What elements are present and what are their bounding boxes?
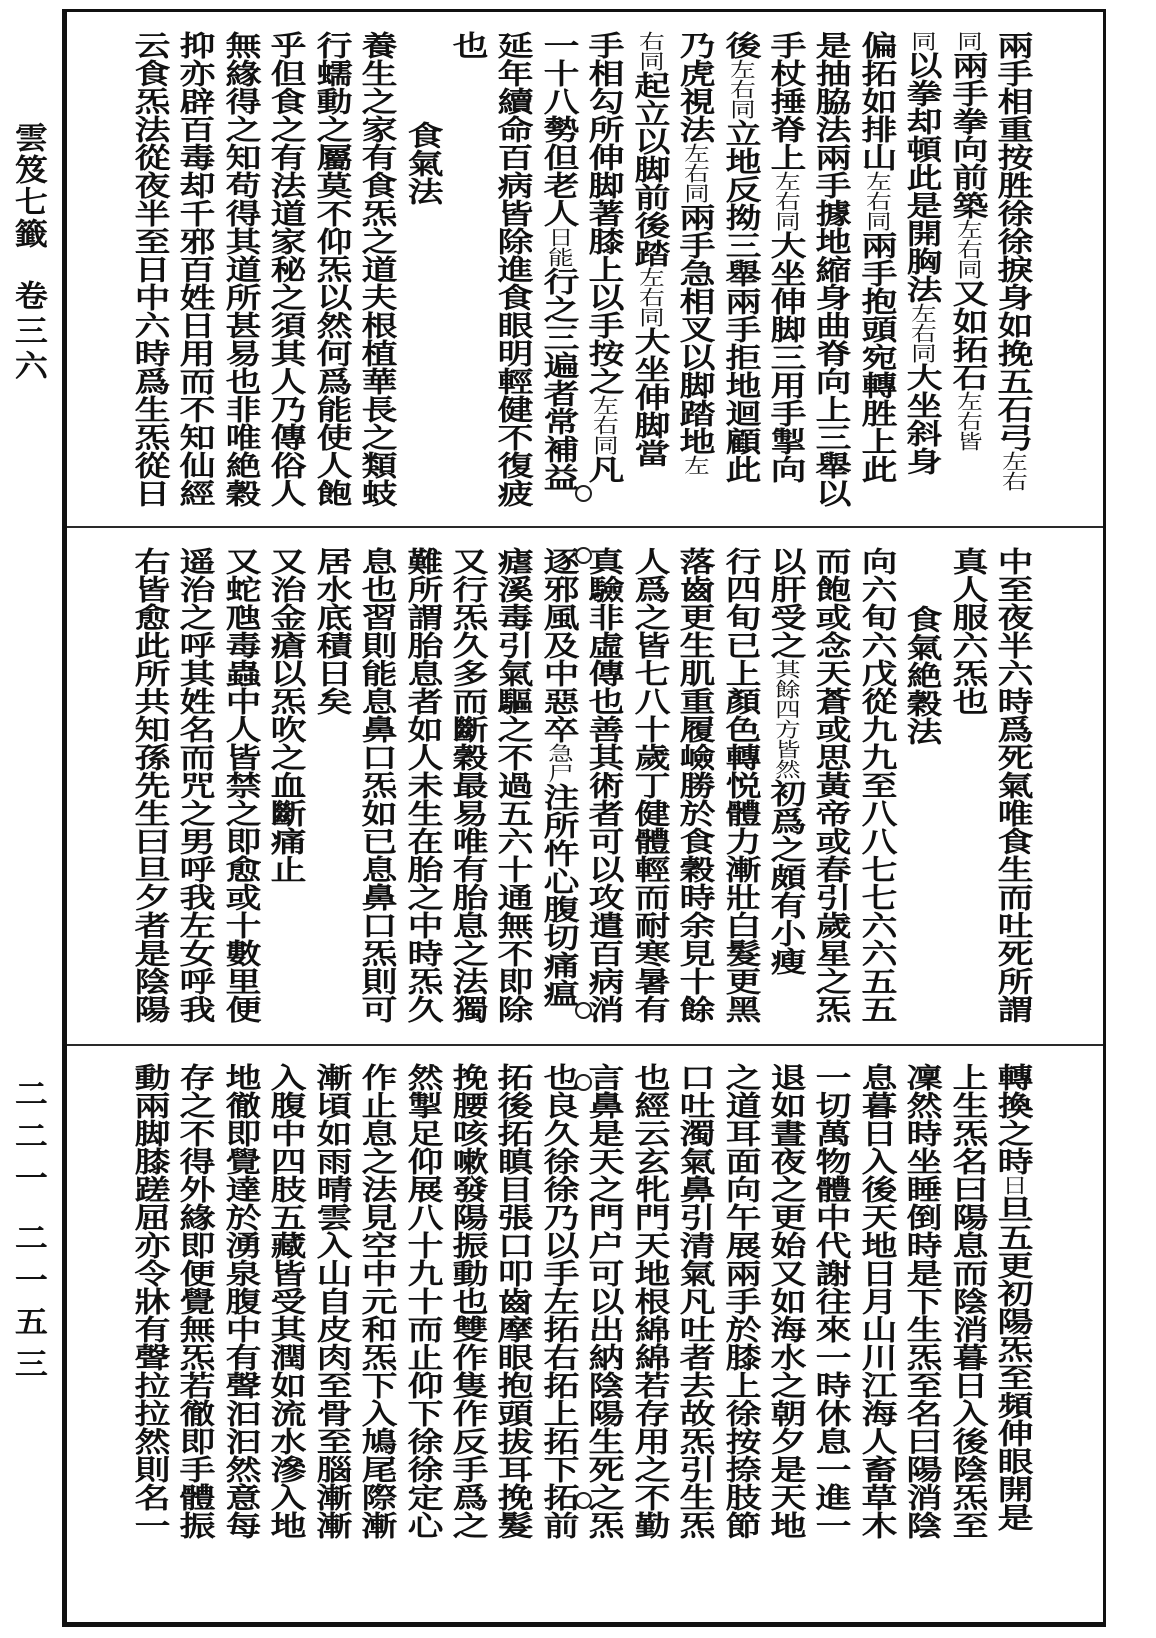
body-text: 一十八勢但老人 bbox=[538, 31, 581, 227]
middle-register bbox=[0, 547, 1156, 1037]
text-column bbox=[122, 31, 178, 521]
body-text: 而飽或念天蒼或思黃帝或春引歲星之炁 bbox=[810, 547, 854, 1023]
body-text: 凡 bbox=[583, 455, 626, 483]
body-text: 上生炁名曰陽息而陰消暮日入後陰炁至 bbox=[947, 1063, 990, 1539]
body-text: 也經云玄牝門天地根綿綿若存用之不勤 bbox=[629, 1063, 672, 1539]
body-text: 手相勾所伸脚著膝上以手按之 bbox=[583, 31, 626, 395]
body-text: 動兩脚膝蹉屈亦令牀有聲拉拉然則名一 bbox=[129, 1063, 172, 1539]
text-column bbox=[122, 1063, 178, 1553]
body-text: 向六旬六戊從九九至八八七七六六五五 bbox=[856, 547, 899, 1023]
body-text: 也 bbox=[447, 31, 490, 59]
body-text: 地徹即覺達於湧泉腹中有聲汩汩然意每 bbox=[220, 1063, 263, 1539]
body-text: 食氣絶穀法 bbox=[901, 605, 944, 745]
body-text: 偏拓如排山 bbox=[856, 31, 899, 171]
body-text: 言鼻是天之門户可以出納陰陽生死之炁 bbox=[583, 1063, 626, 1539]
body-text: 人爲之皆七八十歲丁健體輕而耐寒暑有 bbox=[629, 547, 672, 1023]
bottom-register bbox=[0, 1063, 1156, 1553]
body-text: 又如拓石 bbox=[947, 279, 990, 391]
body-text: 又行炁久多而斷穀最易唯有胎息之法獨 bbox=[447, 547, 490, 1023]
body-text: 入腹中四肢五藏皆受其潤如流水滲入地 bbox=[265, 1063, 309, 1539]
body-text: 兩手急相叉以脚踏地 bbox=[674, 203, 717, 455]
juan-number: 卷三六 bbox=[8, 280, 47, 385]
circle-mark bbox=[575, 485, 592, 502]
annotation-text: 左右皆 bbox=[952, 391, 983, 451]
body-text: 後 bbox=[720, 31, 763, 59]
annotation-text: 右同 bbox=[634, 31, 665, 71]
body-text: 退如晝夜之更始又如海水之朝夕是天地 bbox=[765, 1063, 808, 1539]
body-text: 口吐濁氣鼻引清氣凡吐者去故炁引生炁 bbox=[674, 1063, 717, 1539]
body-text: 轉換之時 bbox=[992, 1063, 1035, 1175]
annotation-text: 同 bbox=[952, 31, 983, 51]
register-divider bbox=[67, 1044, 1103, 1046]
annotation-text: 日能 bbox=[543, 227, 575, 267]
body-text: 行之三遍者常補益 bbox=[538, 267, 581, 491]
body-text: 居水底積日矣 bbox=[311, 547, 354, 715]
body-text: 乃虎視法 bbox=[674, 31, 717, 143]
body-text: 也良久徐徐乃以手左拓右拓上拓下拓前 bbox=[538, 1063, 581, 1539]
body-text: 云食炁法從夜半至日中六時爲生炁從日 bbox=[129, 31, 172, 507]
annotation-text: 左右同 bbox=[906, 303, 938, 363]
body-text: 注所忤心腹切痛瘟 bbox=[538, 783, 581, 1007]
circle-mark bbox=[575, 547, 592, 564]
body-text: 立地反拗三舉兩手拒地迴顧此 bbox=[720, 119, 763, 483]
body-text: 抑亦辟百毒却千邪百姓日用而不知仙經 bbox=[174, 31, 218, 507]
annotation-text: 左右同 bbox=[952, 219, 983, 279]
body-text: 瘧溪毒引氣驅之不過五六十通無不即除 bbox=[492, 547, 536, 1023]
annotation-text: 其餘四方皆然 bbox=[770, 659, 802, 779]
body-text: 挽腰咳嗽發陽振動也雙作隻作反手爲之 bbox=[447, 1063, 490, 1539]
annotation-text: 日 bbox=[997, 1175, 1029, 1195]
body-text: 然掣足仰展八十九十而止仰下徐徐定心 bbox=[402, 1063, 445, 1539]
body-text: 真人服六炁也 bbox=[947, 547, 990, 715]
annotation-text: 左右同 bbox=[861, 171, 893, 231]
body-text: 難所謂胎息者如人未生在胎之中時炁久 bbox=[402, 547, 445, 1023]
volume-mark: 二二一 bbox=[8, 1078, 47, 1204]
book-title: 雲笈七籤 bbox=[8, 122, 47, 250]
annotation-text: 左右同 bbox=[588, 395, 620, 455]
top-register bbox=[0, 31, 1156, 521]
body-text: 是抽脇法兩手據地縮身曲脊向上三舉以 bbox=[810, 31, 854, 507]
body-text: 息暮日入後天地日月山川江海人畜草木 bbox=[856, 1063, 899, 1539]
body-text: 初爲之頗有小瘦 bbox=[765, 779, 808, 975]
annotation-text: 左 bbox=[679, 455, 711, 475]
body-text: 起立以脚前後踏 bbox=[629, 71, 672, 267]
body-text: 凜然時坐睡倒時是下生炁至名曰陽消陰 bbox=[901, 1063, 944, 1539]
body-text: 兩手拳向前築 bbox=[947, 51, 990, 219]
body-text: 逐邪風及中惡卒 bbox=[538, 547, 581, 743]
body-text: 右皆愈此所共知孫先生曰旦夕者是陰陽 bbox=[129, 547, 172, 1023]
annotation-text: 左右同 bbox=[770, 171, 802, 231]
body-text: 之道耳面向午展兩手於膝上徐按捺肢節 bbox=[720, 1063, 763, 1539]
body-text: 漸頃如雨晴雲入山自皮肉至骨至腦漸漸 bbox=[311, 1063, 354, 1539]
body-text: 以肝受之 bbox=[765, 547, 808, 659]
body-text: 食氣法 bbox=[402, 121, 445, 205]
annotation-text: 同 bbox=[906, 31, 938, 51]
page-number: 二一五三 bbox=[8, 1222, 47, 1390]
body-text: 大坐斜身 bbox=[901, 363, 944, 475]
body-text: 旦五更初陽炁至頻伸眼開是 bbox=[992, 1195, 1035, 1531]
body-text: 延年續命百病皆除進食眼明輕健不復疲 bbox=[492, 31, 536, 507]
body-text: 又治金瘡以炁吹之血斷痛止 bbox=[265, 547, 309, 883]
body-text: 乎但食之有法道家秘之須其人乃傳俗人 bbox=[265, 31, 309, 507]
text-column bbox=[122, 547, 178, 1037]
body-text: 拓後拓瞋目張口叩齒摩眼抱頭拔耳挽髮 bbox=[492, 1063, 536, 1539]
body-text: 存之不得外緣即便覺無炁若徹即手體振 bbox=[174, 1063, 218, 1539]
circle-mark bbox=[575, 1074, 592, 1091]
circle-mark bbox=[575, 1492, 592, 1509]
body-text: 大坐伸脚當 bbox=[629, 327, 672, 467]
body-text: 遥治之呼其姓名而咒之男呼我左女呼我 bbox=[174, 547, 218, 1023]
body-text: 行四旬已上顏色轉悦體力漸壯白髮更黑 bbox=[720, 547, 763, 1023]
body-text: 無緣得之知苟得其道所甚易也非唯絶穀 bbox=[220, 31, 263, 507]
body-text: 落齒更生肌重履嶮勝於食穀時余見十餘 bbox=[674, 547, 717, 1023]
body-text: 一切萬物體中代謝往來一時休息一進一 bbox=[810, 1063, 854, 1539]
body-text: 又蛇虺毒蟲中人皆禁之即愈或十數里便 bbox=[220, 547, 263, 1023]
body-text: 兩手抱頭宛轉胜上此 bbox=[856, 231, 899, 483]
annotation-text: 左右同 bbox=[679, 143, 711, 203]
body-text: 大坐伸脚三用手掣向 bbox=[765, 231, 808, 483]
annotation-text: 左右 bbox=[997, 451, 1029, 491]
annotation-text: 左右同 bbox=[634, 267, 665, 327]
annotation-text: 左右同 bbox=[725, 59, 756, 119]
body-text: 息也習則能息鼻口炁如已息鼻口炁則可 bbox=[356, 547, 399, 1023]
body-text: 以拳却頓此是開胸法 bbox=[901, 51, 944, 303]
body-text: 手杖捶脊上 bbox=[765, 31, 808, 171]
annotation-text: 急尸 bbox=[543, 743, 575, 783]
body-text: 兩手相重按胜徐徐捩身如挽五石弓 bbox=[992, 31, 1035, 451]
register-divider bbox=[67, 526, 1103, 528]
body-text: 真驗非虛傳也善其術者可以攻遣百病消 bbox=[583, 547, 626, 1023]
body-text: 行蠕動之屬莫不仰炁以然何爲能使人飽 bbox=[311, 31, 354, 507]
body-text: 作止息之法見空中元和炁下入鳩尾際漸 bbox=[356, 1063, 399, 1539]
circle-mark bbox=[575, 1002, 592, 1019]
body-text: 養生之家有食炁之道夫根植華長之類蚑 bbox=[356, 31, 399, 507]
body-text: 中至夜半六時爲死氣唯食生而吐死所謂 bbox=[992, 547, 1035, 1023]
